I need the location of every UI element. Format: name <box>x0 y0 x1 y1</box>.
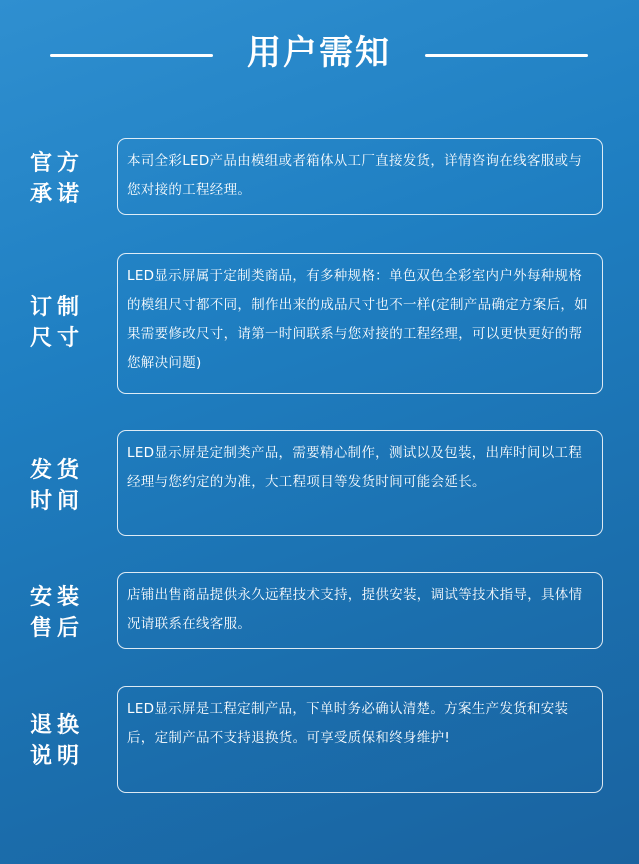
section-label-line1: 订制 <box>30 295 85 320</box>
section-label <box>30 455 94 517</box>
section-content-box <box>117 253 603 394</box>
header-divider-left <box>50 54 213 57</box>
page-header <box>0 28 639 78</box>
section-label-line2: 时间 <box>30 489 85 514</box>
section-content-text: LED显示屏是工程定制产品，下单时务必确认清楚。方案生产发货和安装后，定制产品不支持退换货。可享受质保和终身维护! <box>127 701 569 746</box>
section-label <box>30 148 94 210</box>
section-content-text: LED显示屏属于定制类商品，有多种规格：单色双色全彩室内户外每种规格的模组尺寸都不同，制作出来的成品尺寸也不一样(定制产品确定方案后，如果需要修改尺寸，请第一时间联系与您对接的工程经理，可以更快更好的帮您解决问题) <box>127 268 588 371</box>
section-label-line1: 发货 <box>30 458 85 483</box>
section-content-box <box>117 430 603 536</box>
section-content-box <box>117 138 603 215</box>
section-content-text: 本司全彩LED产品由模组或者箱体从工厂直接发货，详情咨询在线客服或与您对接的工程经理。 <box>127 153 583 198</box>
section-label-line1: 官方 <box>30 151 85 176</box>
section-label-line1: 安装 <box>30 585 85 610</box>
section-label <box>30 710 94 772</box>
section-content-box <box>117 686 603 793</box>
section-content-box <box>117 572 603 649</box>
section-label-line1: 退换 <box>30 713 85 738</box>
section-label <box>30 292 94 354</box>
section-label-line2: 尺寸 <box>30 326 85 351</box>
section-label-line2: 承诺 <box>30 182 85 207</box>
section-label-line2: 说明 <box>30 744 85 769</box>
section-content-text: LED显示屏是定制类产品，需要精心制作，测试以及包装，出库时间以工程经理与您约定的为准，大工程项目等发货时间可能会延长。 <box>127 445 583 490</box>
section-content-text: 店铺出售商品提供永久远程技术支持，提供安装，调试等技术指导，具体情况请联系在线客服。 <box>127 587 583 632</box>
section-label <box>30 582 94 644</box>
header-divider-right <box>425 54 588 57</box>
page-title: 用户需知 <box>247 33 391 73</box>
section-label-line2: 售后 <box>30 616 85 641</box>
